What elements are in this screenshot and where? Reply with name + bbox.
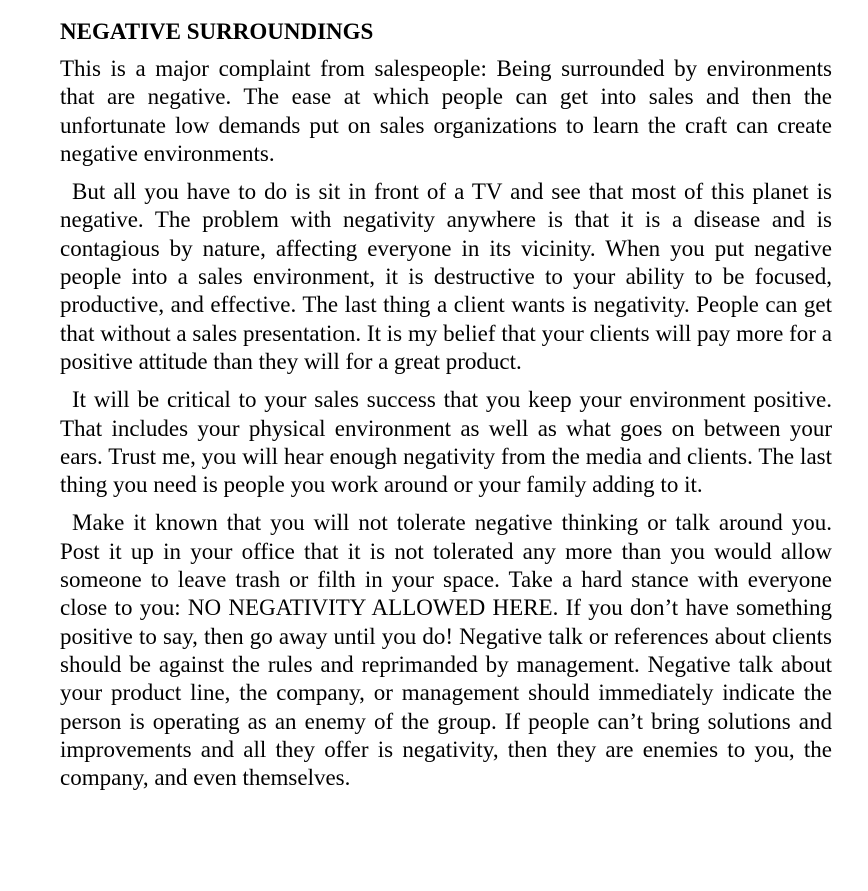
paragraph-3: It will be critical to your sales success that you keep your environment positive. That includes your physical environment as well as what goes on between your ears. Trust me, you will hear enough negativity from the media and clients. The last thing you need is people you work around or your family adding to it. <box>60 387 832 498</box>
paragraph-1: This is a major complaint from salespeople: Being surrounded by environments that are negative. The ease at which people can get into sales and then the unfortunate low demands put on sales organizations to learn the craft can create negative environments. <box>60 56 832 166</box>
section-heading: NEGATIVE SURROUNDINGS <box>60 19 374 44</box>
document-page <box>60 18 832 802</box>
paragraph-2: But all you have to do is sit in front of a TV and see that most of this planet is negative. The problem with negativity anywhere is that it is a disease and is contagious by nature, affecting everyone in its vicinity. When you put negative people into a sales environment, it is destructive to your ability to be focused, productive, and effective. The last thing a client wants is negativity. People can get that without a sales presentation. It is my belief that your clients will pay more for a positive attitude than they will for a great product. <box>60 179 832 374</box>
paragraph-4: Make it known that you will not tolerate negative thinking or talk around you. Post it up in your office that it is not tolerated any more than you would allow someone to leave trash or filth in your space. Take a hard stance with everyone close to you: NO NEGATIVITY ALLOWED HERE. If you don’t have something positive to say, then go away until you do! Negative talk or references about clients should be against the rules and reprimanded by management. Negative talk about your product line, the company, or management should immediately indicate the person is operating as an enemy of the group. If people can’t bring solutions and improvements and all they offer is negativity, then they are enemies to you, the company, and even themselves. <box>60 510 832 791</box>
